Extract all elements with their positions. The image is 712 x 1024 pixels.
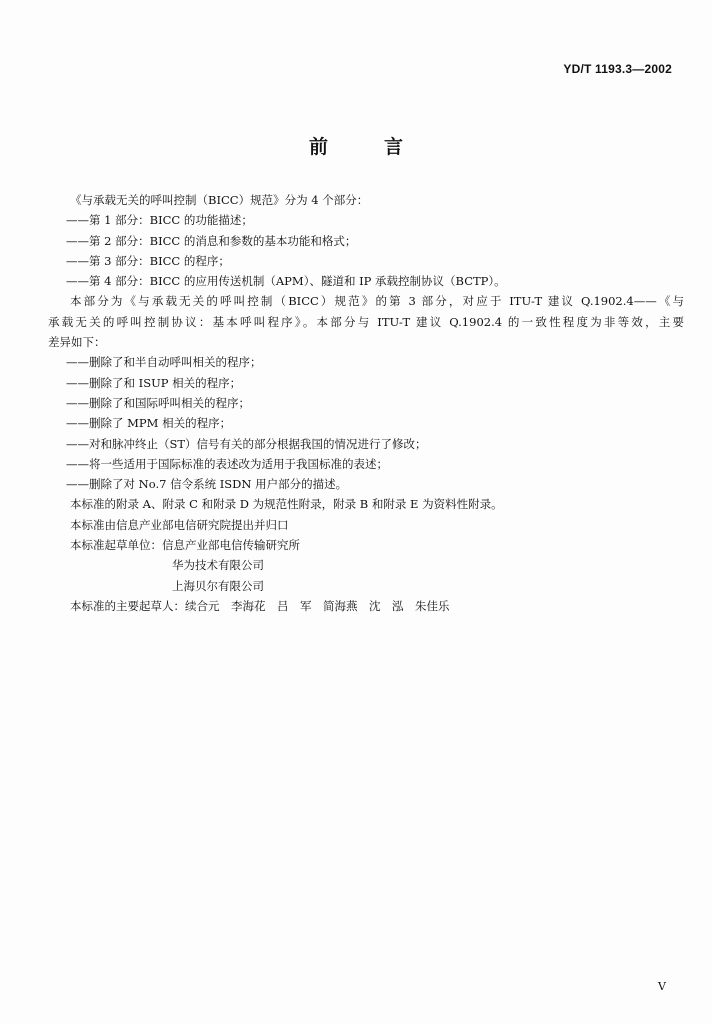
intro-paragraph: 《与承载无关的呼叫控制（BICC）规范》分为 4 个部分： — [70, 193, 369, 207]
drafters-names: 续合元 李海花 吕 军 简海燕 沈 泓 朱佳乐 — [185, 598, 450, 613]
proposer-statement: 本标准由信息产业部电信研究院提出并归口 — [70, 517, 289, 532]
annex-statement: 本标准的附录 A、附录 C 和附录 D 为规范性附录，附录 B 和附录 E 为资料性附录。 — [70, 497, 503, 512]
page-title: 前言 — [308, 136, 459, 158]
foreword-body — [48, 190, 684, 616]
part-item: ——第 1 部分：BICC 的功能描述； — [66, 213, 253, 228]
relation-line-3: 差异如下： — [48, 335, 106, 350]
part-item: ——第 3 部分：BICC 的程序； — [66, 253, 230, 268]
part-item: ——第 2 部分：BICC 的消息和参数的基本功能和格式； — [66, 233, 357, 248]
difference-item: ——将一些适用于国际标准的表述改为适用于我国标准的表述； — [66, 456, 388, 471]
drafting-unit: 信息产业部电信传输研究所 — [162, 538, 300, 553]
difference-item: ——删除了和国际呼叫相关的程序； — [66, 395, 250, 410]
difference-item: ——删除了和 ISUP 相关的程序； — [66, 375, 242, 390]
drafters-line — [48, 596, 684, 616]
part-item: ——第 4 部分：BICC 的应用传送机制（APM）、隧道和 IP 承载控制协议（BCTP）。 — [66, 274, 506, 289]
relation-line-1: 本部分为《与承载无关的呼叫控制（BICC）规范》的第 3 部分，对应于 ITU-T 建议 Q.1902.4——《与 — [70, 294, 684, 309]
standard-number: YD/T 1193.3—2002 — [563, 62, 672, 76]
drafters-label: 本标准的主要起草人： — [70, 598, 185, 613]
drafting-unit: 上海贝尔有限公司 — [172, 578, 264, 593]
difference-item: ——删除了对 No.7 信令系统 ISDN 用户部分的描述。 — [66, 477, 348, 492]
drafting-units-line — [48, 535, 684, 555]
difference-item: ——对和脉冲终止（ST）信号有关的部分根据我国的情况进行了修改； — [66, 436, 427, 451]
relation-line-2: 承载无关的呼叫控制协议：基本呼叫程序》。本部分与 ITU-T 建议 Q.1902.4 的一致性程度为非等效，主要 — [48, 314, 684, 329]
page-number: V — [658, 980, 666, 993]
difference-item: ——删除了和半自动呼叫相关的程序； — [66, 355, 262, 370]
drafting-units-label: 本标准起草单位： — [70, 538, 162, 553]
drafting-unit: 华为技术有限公司 — [172, 558, 264, 573]
difference-item: ——删除了 MPM 相关的程序； — [66, 416, 232, 431]
